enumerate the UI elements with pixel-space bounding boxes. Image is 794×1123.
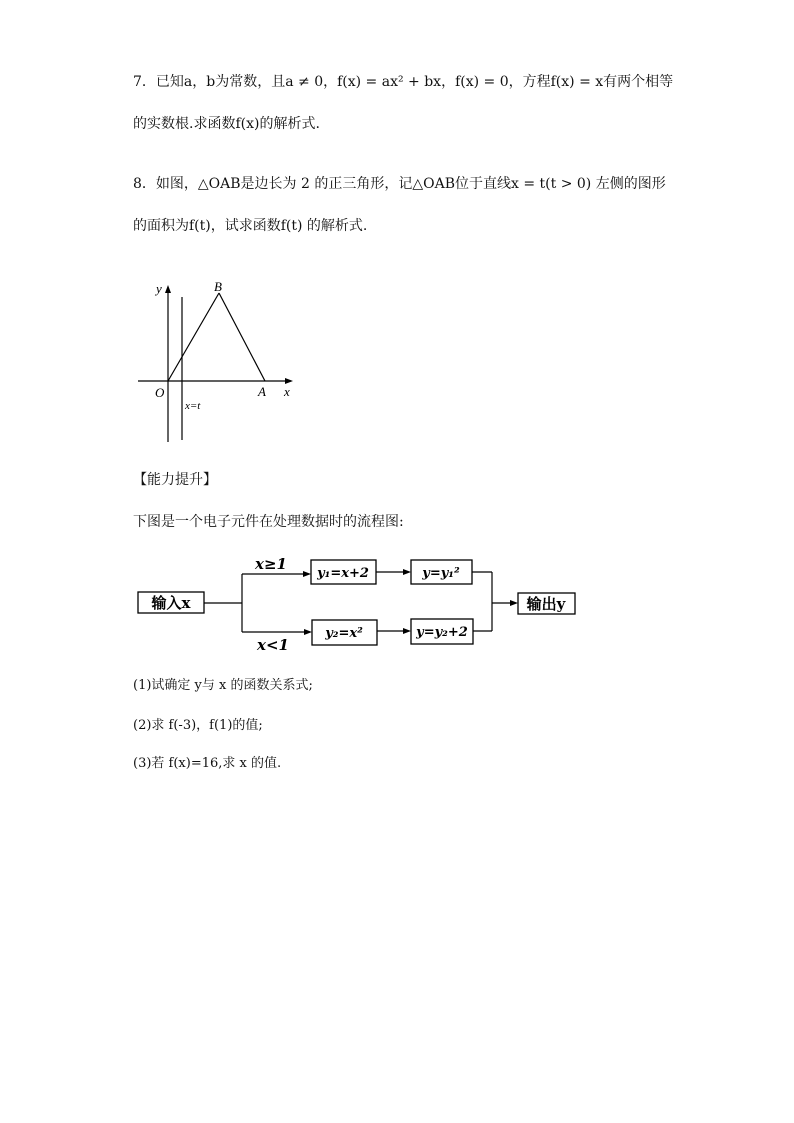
q8-line2: 的面积为f(t)，试求函数f(t) 的解析式. xyxy=(133,218,368,234)
box-top1-label: y₁=x+2 xyxy=(317,566,369,581)
label-x: x xyxy=(284,384,290,399)
label-b: B xyxy=(214,279,222,294)
triangle-figure xyxy=(135,275,305,450)
side-ob xyxy=(168,293,219,381)
label-x-eq-t: x=t xyxy=(185,400,201,412)
q7-line1: 7．已知a，b为常数，且a ≠ 0，f(x) = ax² + bx，f(x) = 0，方程f(x) = x有两个相等 xyxy=(133,74,674,90)
question-2: (2)求 f(-3)，f(1)的值; xyxy=(133,718,263,733)
box-bot1-label: y₂=x² xyxy=(325,626,363,641)
output-label: 输出y xyxy=(526,595,566,613)
flowchart xyxy=(130,548,590,658)
section-title: 【能力提升】 xyxy=(133,472,217,488)
label-o: O xyxy=(155,385,165,400)
section-intro: 下图是一个电子元件在处理数据时的流程图: xyxy=(133,514,404,530)
question-1: (1)试确定 y与 x 的函数关系式; xyxy=(133,678,313,693)
cond-bottom: x<1 xyxy=(257,636,289,654)
box-top2-label: y=y₁² xyxy=(422,566,460,581)
q7-line2: 的实数根.求函数f(x)的解析式. xyxy=(133,116,320,132)
label-y: y xyxy=(156,281,162,296)
cond-top: x≥1 xyxy=(255,555,287,573)
label-a: A xyxy=(258,384,266,399)
y-axis-arrow xyxy=(165,285,171,293)
question-3: (3)若 f(x)=16,求 x 的值. xyxy=(133,756,282,771)
input-label: 输入x xyxy=(151,594,191,612)
box-bot2-label: y=y₂+2 xyxy=(416,625,468,640)
side-ba xyxy=(219,293,265,381)
q8-line1: 8．如图，△OAB是边长为 2 的正三角形，记△OAB位于直线x = t(t > 0) 左侧的图形 xyxy=(133,176,666,192)
